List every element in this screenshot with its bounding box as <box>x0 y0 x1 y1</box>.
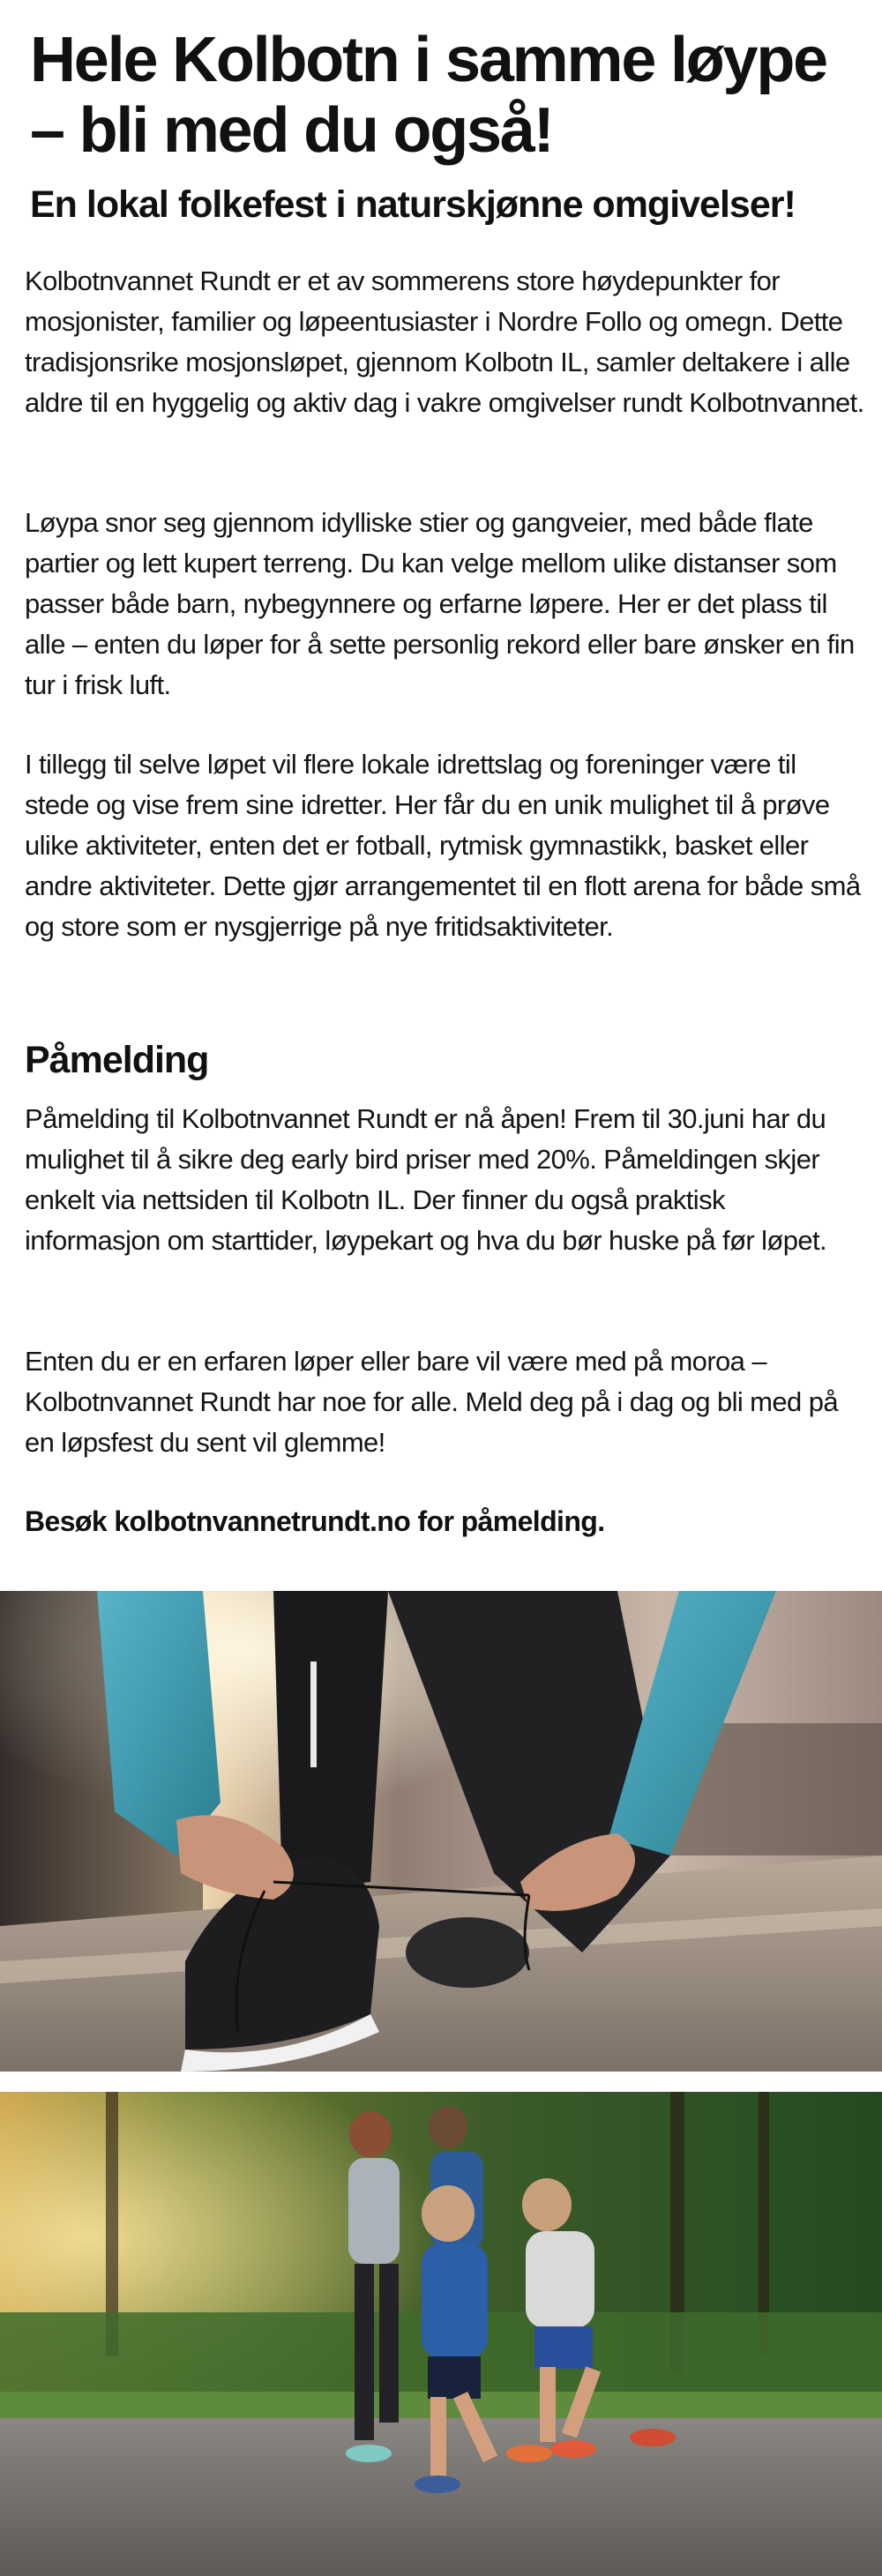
article-title: Hele Kolbotn i samme løype – bli med du også! <box>30 25 827 166</box>
registration-heading: Påmelding <box>25 1039 209 1081</box>
cta-suffix: for påmelding. <box>410 1505 605 1537</box>
intro-paragraph: Kolbotnvannet Rundt er et av sommerens store høydepunkter for mosjonister, familier og løpeentusiaster i Nordre Follo og omegn. Dette tradisjonsrike mosjonsløpet, gjennom Kolbotn IL, samler deltakere i alle aldre til en hyggelig og aktiv dag i vakre omgivelser rundt Kolbotnvannet. <box>25 265 864 418</box>
course-paragraph: Løypa snor seg gjennom idylliske stier og gangveier, med både flate partier og lett kupert terreng. Du kan velge mellom ulike distanser som passer både barn, nybegynnere og erfarne løpere. Her er det plass til alle – enten du løper for å sette personlig rekord eller bare ønsker en fin tur i frisk luft. <box>25 507 855 700</box>
invitation-paragraph: Enten du er en erfaren løper eller bare vil være med på moroa – Kolbotnvannet Rundt har noe for alle. Meld deg på i dag og bli med på en løpsfest du sent vil glemme! <box>25 1346 838 1458</box>
registration-link[interactable]: kolbotnvannetrundt.no <box>114 1505 411 1537</box>
family-running-on-path-photo <box>0 2092 882 2576</box>
registration-paragraph: Påmelding til Kolbotnvannet Rundt er nå åpen! Frem til 30.juni har du mulighet til å sikre deg early bird priser med 20%. Påmeldingen skjer enkelt via nettsiden til Kolbotn IL. Der finner du også praktisk informasjon om starttider, løypekart og hva du bør huske på før løpet. <box>25 1103 827 1256</box>
registration-call-to-action <box>25 1501 605 1542</box>
activities-paragraph: I tillegg til selve løpet vil flere lokale idrettslag og foreninger være til stede og vise frem sine idretter. Her får du en unik mulighet til å prøve ulike aktiviteter, enten det er fotball, rytmisk gymnastikk, basket eller andre aktiviteter. Dette gjør arrangementet til en flott arena for både små og store som er nysgjerrige på nye fritidsaktiviteter. <box>25 749 861 942</box>
runner-tying-shoelaces-photo <box>0 1591 882 2072</box>
cta-prefix: Besøk <box>25 1505 115 1537</box>
article-subtitle: En lokal folkefest i naturskjønne omgivelser! <box>30 183 796 226</box>
